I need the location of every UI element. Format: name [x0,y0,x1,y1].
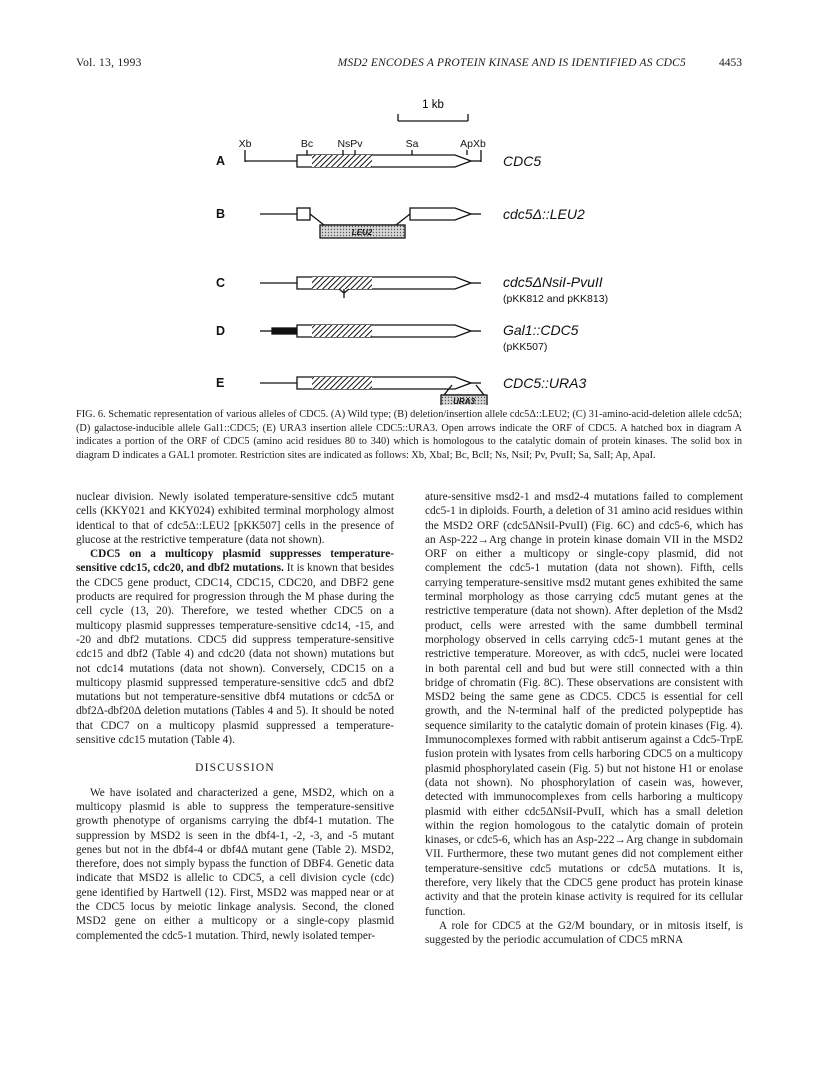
allele-schematic-figure [0,0,816,405]
gal1-promoter-box [272,328,297,334]
site-label-xb: Xb [238,138,252,150]
allele-label-d: Gal1::CDC5 [503,322,579,338]
site-label-nspv: NsPv [337,138,363,150]
allele-note-c: (pKK812 and pKK813) [503,293,609,305]
site-label-bc: Bc [300,138,314,150]
diagram-row-c [216,276,481,298]
page-number: 4453 [719,57,742,69]
row-letter-a: A [216,154,226,168]
running-title: MSD2 ENCODES A PROTEIN KINASE AND IS IDENTIFIED AS CDC5 [337,57,686,69]
insert-label-ura3: URA3 [453,397,475,405]
section-heading: DISCUSSION [195,762,275,775]
allele-label-b: cdc5Δ::LEU2 [503,206,585,222]
paragraph: nuclear division. Newly isolated temperature-sensitive cdc5 mutant cells (KKY021 and KKY024) exhibited terminal morphology almost identical to that of cdc5Δ::LEU2 [pKK507] cells in the presence of glucose at the restrictive temperature (data not shown). [76,491,394,546]
site-label-sa: Sa [405,138,419,150]
insert-label-leu2: LEU2 [351,228,373,237]
scale-label: 1 kb [422,99,444,111]
paragraph: ature-sensitive msd2-1 and msd2-4 mutations failed to complement cdc5-1 in diploids. Fourth, a deletion of 31 amino acid residues within the MSD2 ORF (cdc5ΔNsiI-PvuII) (Fig. 6C) and cdc5-6, which has an Asp-222→Arg change in protein kinase domain VII in the MSD2 ORF on either a multicopy or single-copy plasmid, did not complement the cdc5-1 mutation (data not shown). Fifth, cells carrying temperature-sensitive msd2 mutant genes exhibited the same terminal morphology as those carrying cdc5 mutant genes at the restrictive temperature (data not shown). After depletion of the Msd2 product, cells were arrested with the same dumbbell terminal morphology observed in cells carrying cdc5-1 mutant genes at the restrictive temperature. Moreover, as with cdc5, nuclei were located in both parental cell and bud but were still connected with a thin bridge of chromatin (Fig. 8C). These observations are consistent with MSD2 being the same gene as CDC5. CDC5 is essential for cell growth, and the N-terminal half of the predicted polypeptide has sequence similarity to the catalytic domain of protein kinases (Fig. 4). Immunocomplexes formed with rabbit antiserum against a Cdc5-TrpE fusion protein with lysates from cells harboring CDC5 on a multicopy plasmid phosphorylated casein (Fig. 5) but not histone H1 or enolase (data not shown). No phosphorylation of casein was, however, detected with immunocomplexes from cells harboring a multicopy plasmid with either cdc5ΔNsiI-PvuII, which has a small deletion within the region homologous to the catalytic domain of protein kinases, or cdc5-6, which has an Asp-222→Arg change in subdomain VII. Furthermore, these two mutant genes did not complement either temperature-sensitive cdc5 mutations or cdc5Δ mutations. It is, therefore, very likely that the CDC5 gene product has protein kinase activity and that the protein kinase activity is required for its cellular function. [425,491,743,918]
site-label-apxb: ApXb [460,138,486,150]
diagram-row-e [216,376,487,405]
paragraph-body: It is known that besides the CDC5 gene product, CDC14, CDC15, CDC20, and DBF2 gene products are required for progression through the M phase during the cell cycle (13, 20). Therefore, we tested whether CDC5 on a multicopy plasmid suppresses temperature-sensitive cdc14, -15, and -20 and dbf2 mutations. CDC5 did suppress temperature-sensitive cdc15 and dbf2 (Table 4) and cdc20 (data not shown) mutations but not cdc14 mutations (data not shown). Conversely, CDC15 on a multicopy plasmid suppressed temperature-sensitive cdc5 and dbf2 mutations but not temperature-sensitive dbf4 mutations or cdc5Δ or dbf2Δ-dbf20Δ deletion mutations (Tables 4 and 5). It should be noted that CDC7 on a multicopy plasmid suppressed a temperature-sensitive cdc15 mutation (Table 4). [76,562,394,747]
allele-label-c: cdc5ΔNsiI-PvuII [503,274,603,290]
right-column [425,490,743,948]
section-runin-heading: CDC5 on a multicopy plasmid suppresses temperature-sensitive cdc15, cdc20, and dbf2 mutations. [76,548,394,575]
paragraph [76,547,394,747]
row-letter-e: E [216,376,225,390]
row-letter-b: B [216,207,226,221]
diagram-row-d [216,324,481,338]
row-letter-d: D [216,324,226,338]
allele-label-e: CDC5::URA3 [503,375,587,391]
allele-label-a: CDC5 [503,153,542,169]
left-column [76,490,394,943]
paragraph: We have isolated and characterized a gene, MSD2, which on a multicopy plasmid is able to suppress the temperature-sensitive growth phenotype of organisms carrying the dbf4-1 mutation. The suppression by MSD2 is seen in the dbf4-1, -2, -3, and -5 mutant genes but not in the dbf4-4 or dbf4Δ mutant gene (Table 2). MSD2, therefore, does not simply bypass the function of DBF4. Genetic data indicate that MSD2 is allelic to CDC5, a cell division cycle (cdc) gene identified by Hartwell (12). First, MSD2 was mapped near or at the CDC5 locus by meiotic linkage analysis. Second, the cloned MSD2 gene on either a multicopy or a single-copy plasmid complemented the cdc5-1 mutation. Third, newly isolated temper- [76,786,394,942]
scale-bar [398,114,468,121]
paragraph: A role for CDC5 at the G2/M boundary, or in mitosis itself, is suggested by the periodic accumulation of CDC5 mRNA [425,919,743,947]
volume-label: Vol. 13, 1993 [76,57,142,69]
diagram-row-a [216,150,481,168]
row-letter-c: C [216,276,226,290]
allele-note-d: (pKK507) [503,341,548,353]
figure-caption: FIG. 6. Schematic representation of various alleles of CDC5. (A) Wild type; (B) deletion/insertion allele cdc5Δ::LEU2; (C) 31-amino-acid-deletion allele cdc5Δ; (D) galactose-inducible allele Gal1::CDC5; (E) URA3 insertion allele CDC5::URA3. Open arrows indicate the ORF of CDC5. A hatched box in diagram A indicates a portion of the ORF of CDC5 (amino acid residues 80 to 340) which is homologous to the catalytic domain of protein kinases. The solid box in diagram D indicates a GAL1 promoter. Restriction sites are indicated as follows: Xb, XbaI; Bc, BclI; Ns, NsiI; Pv, PvuII; Sa, SalI; Ap, ApaI. [76,409,742,461]
diagram-row-b [216,207,481,238]
